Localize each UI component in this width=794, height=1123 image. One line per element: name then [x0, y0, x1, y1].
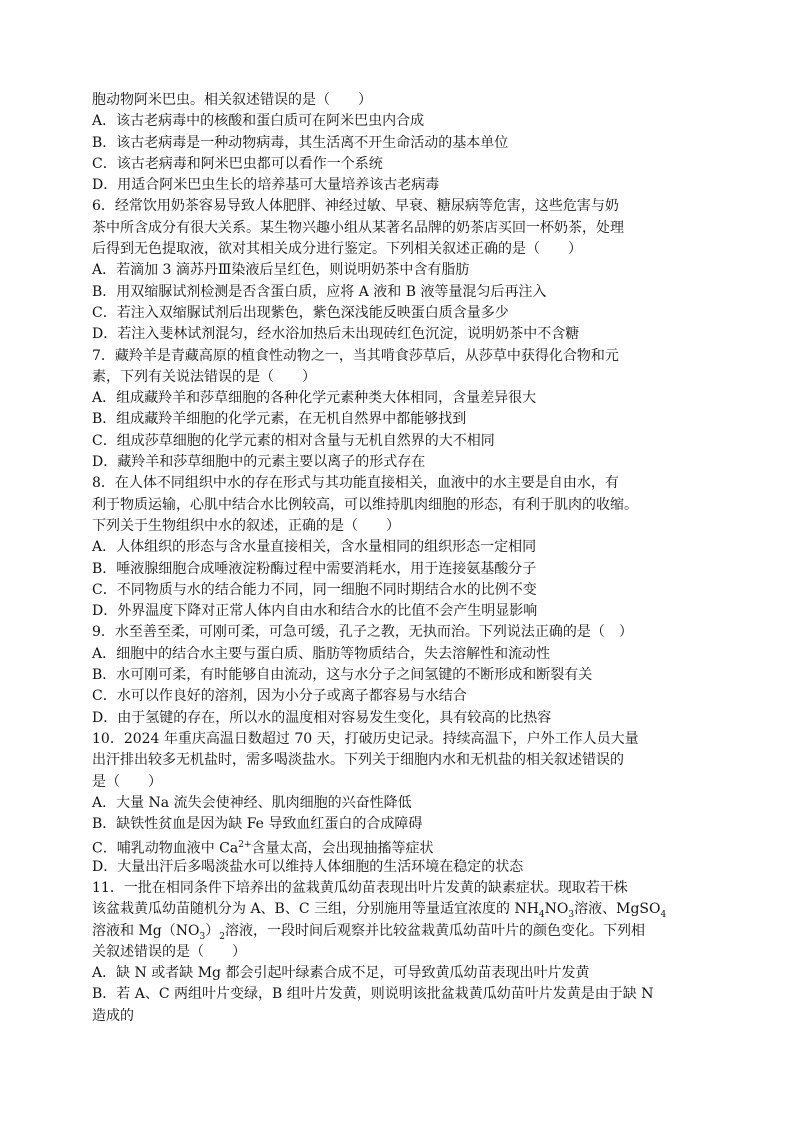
option-line: C．哺乳动物血液中 $Ca^{2+}$含量太高，会出现抽搐等症状: [92, 840, 434, 858]
text-line: 是（ ）: [92, 773, 162, 790]
text-line: D．由于氢键的存在，所以水的温度相对容易发生变化，具有较高的比热容: [92, 709, 552, 726]
text-line: D．藏羚羊和莎草细胞中的元素主要以离子的形式存在: [92, 454, 426, 471]
text-line: 10．2024 年重庆高温日数超过 70 天，打破历史记录。持续高温下，户外工作人员大量: [92, 730, 639, 747]
text-line: B．用双缩脲试剂检测是否含蛋白质，应将 A 液和 B 液等量混匀后再注入: [92, 283, 547, 300]
text-line: 后得到无色提取液，欲对其相关成分进行鉴定。下列相关叙述正确的是（ ）: [92, 241, 582, 258]
document-page: [92, 90, 704, 1027]
text-line: 利于物质运输，心肌中结合水比例较高，可以维持肌肉细胞的形态，有利于肌肉的收缩。: [92, 496, 638, 513]
text-line: B．唾液腺细胞合成唾液淀粉酶过程中需要消耗水，用于连接氨基酸分子: [92, 560, 537, 577]
text-line: 下列关于生物组织中水的叙述，正确的是（ ）: [92, 517, 400, 534]
text-line: 9．水至善至柔，可刚可柔，可急可缓，孔子之教，无执而治。下列说法正确的是（ ）: [92, 624, 633, 641]
option-line: B．若 A、C 两组叶片变绿，B 组叶片发黄，则说明该批盆栽黄瓜幼苗叶片发黄是由于缺 N: [92, 986, 654, 1003]
text-line: A．细胞中的结合水主要与蛋白质、脂肪等物质结合，失去溶解性和流动性: [92, 645, 551, 662]
text-line: 6．经常饮用奶茶容易导致人体肥胖、神经过敏、早衰、糖尿病等危害，这些危害与奶: [92, 198, 619, 215]
question-line: 关叙述错误的是（ ）: [92, 943, 246, 960]
text-line: B．缺铁性贫血是因为缺 Fe 导致血红蛋白的合成障碍: [92, 816, 423, 833]
option-line: A．缺 N 或者缺 Mg 都会引起叶绿素合成不足，可导致黄瓜幼苗表现出叶片发黄: [92, 965, 590, 982]
question-text-block: [92, 90, 704, 835]
text-line: C．该古老病毒和阿米巴虫都可以看作一个系统: [92, 155, 383, 172]
text-line: C．组成莎草细胞的化学元素的相对含量与无机自然界的大不相同: [92, 432, 495, 449]
text-line: D．外界温度下降对正常人体内自由水和结合水的比值不会产生明显影响: [92, 603, 538, 620]
text-line: 素，下列有关说法错误的是（ ）: [92, 368, 316, 385]
text-line: 胞动物阿米巴虫。相关叙述错误的是（ ）: [92, 92, 372, 108]
text-line: A．若滴加 3 滴苏丹Ⅲ染液后呈红色，则说明奶茶中含有脂肪: [92, 262, 470, 279]
text-line: B．水可刚可柔，有时能够自由流动，这与水分子之间氢键的不断形成和断裂有关: [92, 667, 593, 684]
text-line: 8．在人体不同组织中水的存在形式与其功能直接相关，血液中的水主要是自由水，有: [92, 475, 619, 492]
text-line: A．大量 Na 流失会使神经、肌肉细胞的兴奋性降低: [92, 794, 412, 811]
option-line: 造成的: [92, 1007, 134, 1024]
text-line: A．人体组织的形态与含水量直接相关，含水量相同的组织形态一定相同: [92, 539, 537, 556]
text-line: D．用适合阿米巴虫生长的培养基可大量培养该古老病毒: [92, 177, 440, 194]
text-line: B．该古老病毒是一种动物病毒，其生活离不开生命活动的基本单位: [92, 134, 509, 151]
text-line: 7．藏羚羊是青藏高原的植食性动物之一，当其啃食莎草后，从莎草中获得化合物和元: [92, 347, 619, 364]
text-line: C．若注入双缩脲试剂后出现紫色，紫色深浅能反映蛋白质含量多少: [92, 304, 509, 321]
option-line: D．大量出汗后多喝淡盐水可以维持人体细胞的生活环境在稳定的状态: [92, 858, 524, 875]
text-line: B．组成藏羚羊细胞的化学元素，在无机自然界中都能够找到: [92, 411, 467, 428]
question-line: 溶液和 $Mg(NO_3)_2$溶液，一段时间后观察并比较盆栽黄瓜幼苗叶片的颜色变化。下列相: [92, 922, 645, 942]
question-line: 11．一批在相同条件下培养出的盆栽黄瓜幼苗表现出叶片发黄的缺素症状。现取若干株: [92, 879, 628, 896]
text-line: A．该古老病毒中的核酸和蛋白质可在阿米巴虫内合成: [92, 113, 425, 130]
text-line: C．水可以作良好的溶剂，因为小分子或离子都容易与水结合: [92, 688, 467, 705]
text-line: 出汗排出较多无机盐时，需多喝淡盐水。下列关于细胞内水和无机盐的相关叙述错误的: [92, 752, 624, 769]
question-line: 该盆栽黄瓜幼苗随机分为 A、B、C 三组，分别施用等量适宜浓度的 $NH_4NO_3$溶液、MgSO$_4$: [92, 901, 667, 921]
text-line: 茶中所含成分有很大关系。某生物兴趣小组从某著名品牌的奶茶店买回一杯奶茶，处理: [92, 219, 624, 236]
text-line: C．不同物质与水的结合能力不同，同一细胞不同时期结合水的比例不变: [92, 581, 537, 598]
text-line: D．若注入斐林试剂混匀，经水浴加热后未出现砖红色沉淀，说明奶茶中不含糖: [92, 326, 580, 343]
text-line: A．组成藏羚羊和莎草细胞的各种化学元素种类大体相同，含量差异很大: [92, 390, 537, 407]
